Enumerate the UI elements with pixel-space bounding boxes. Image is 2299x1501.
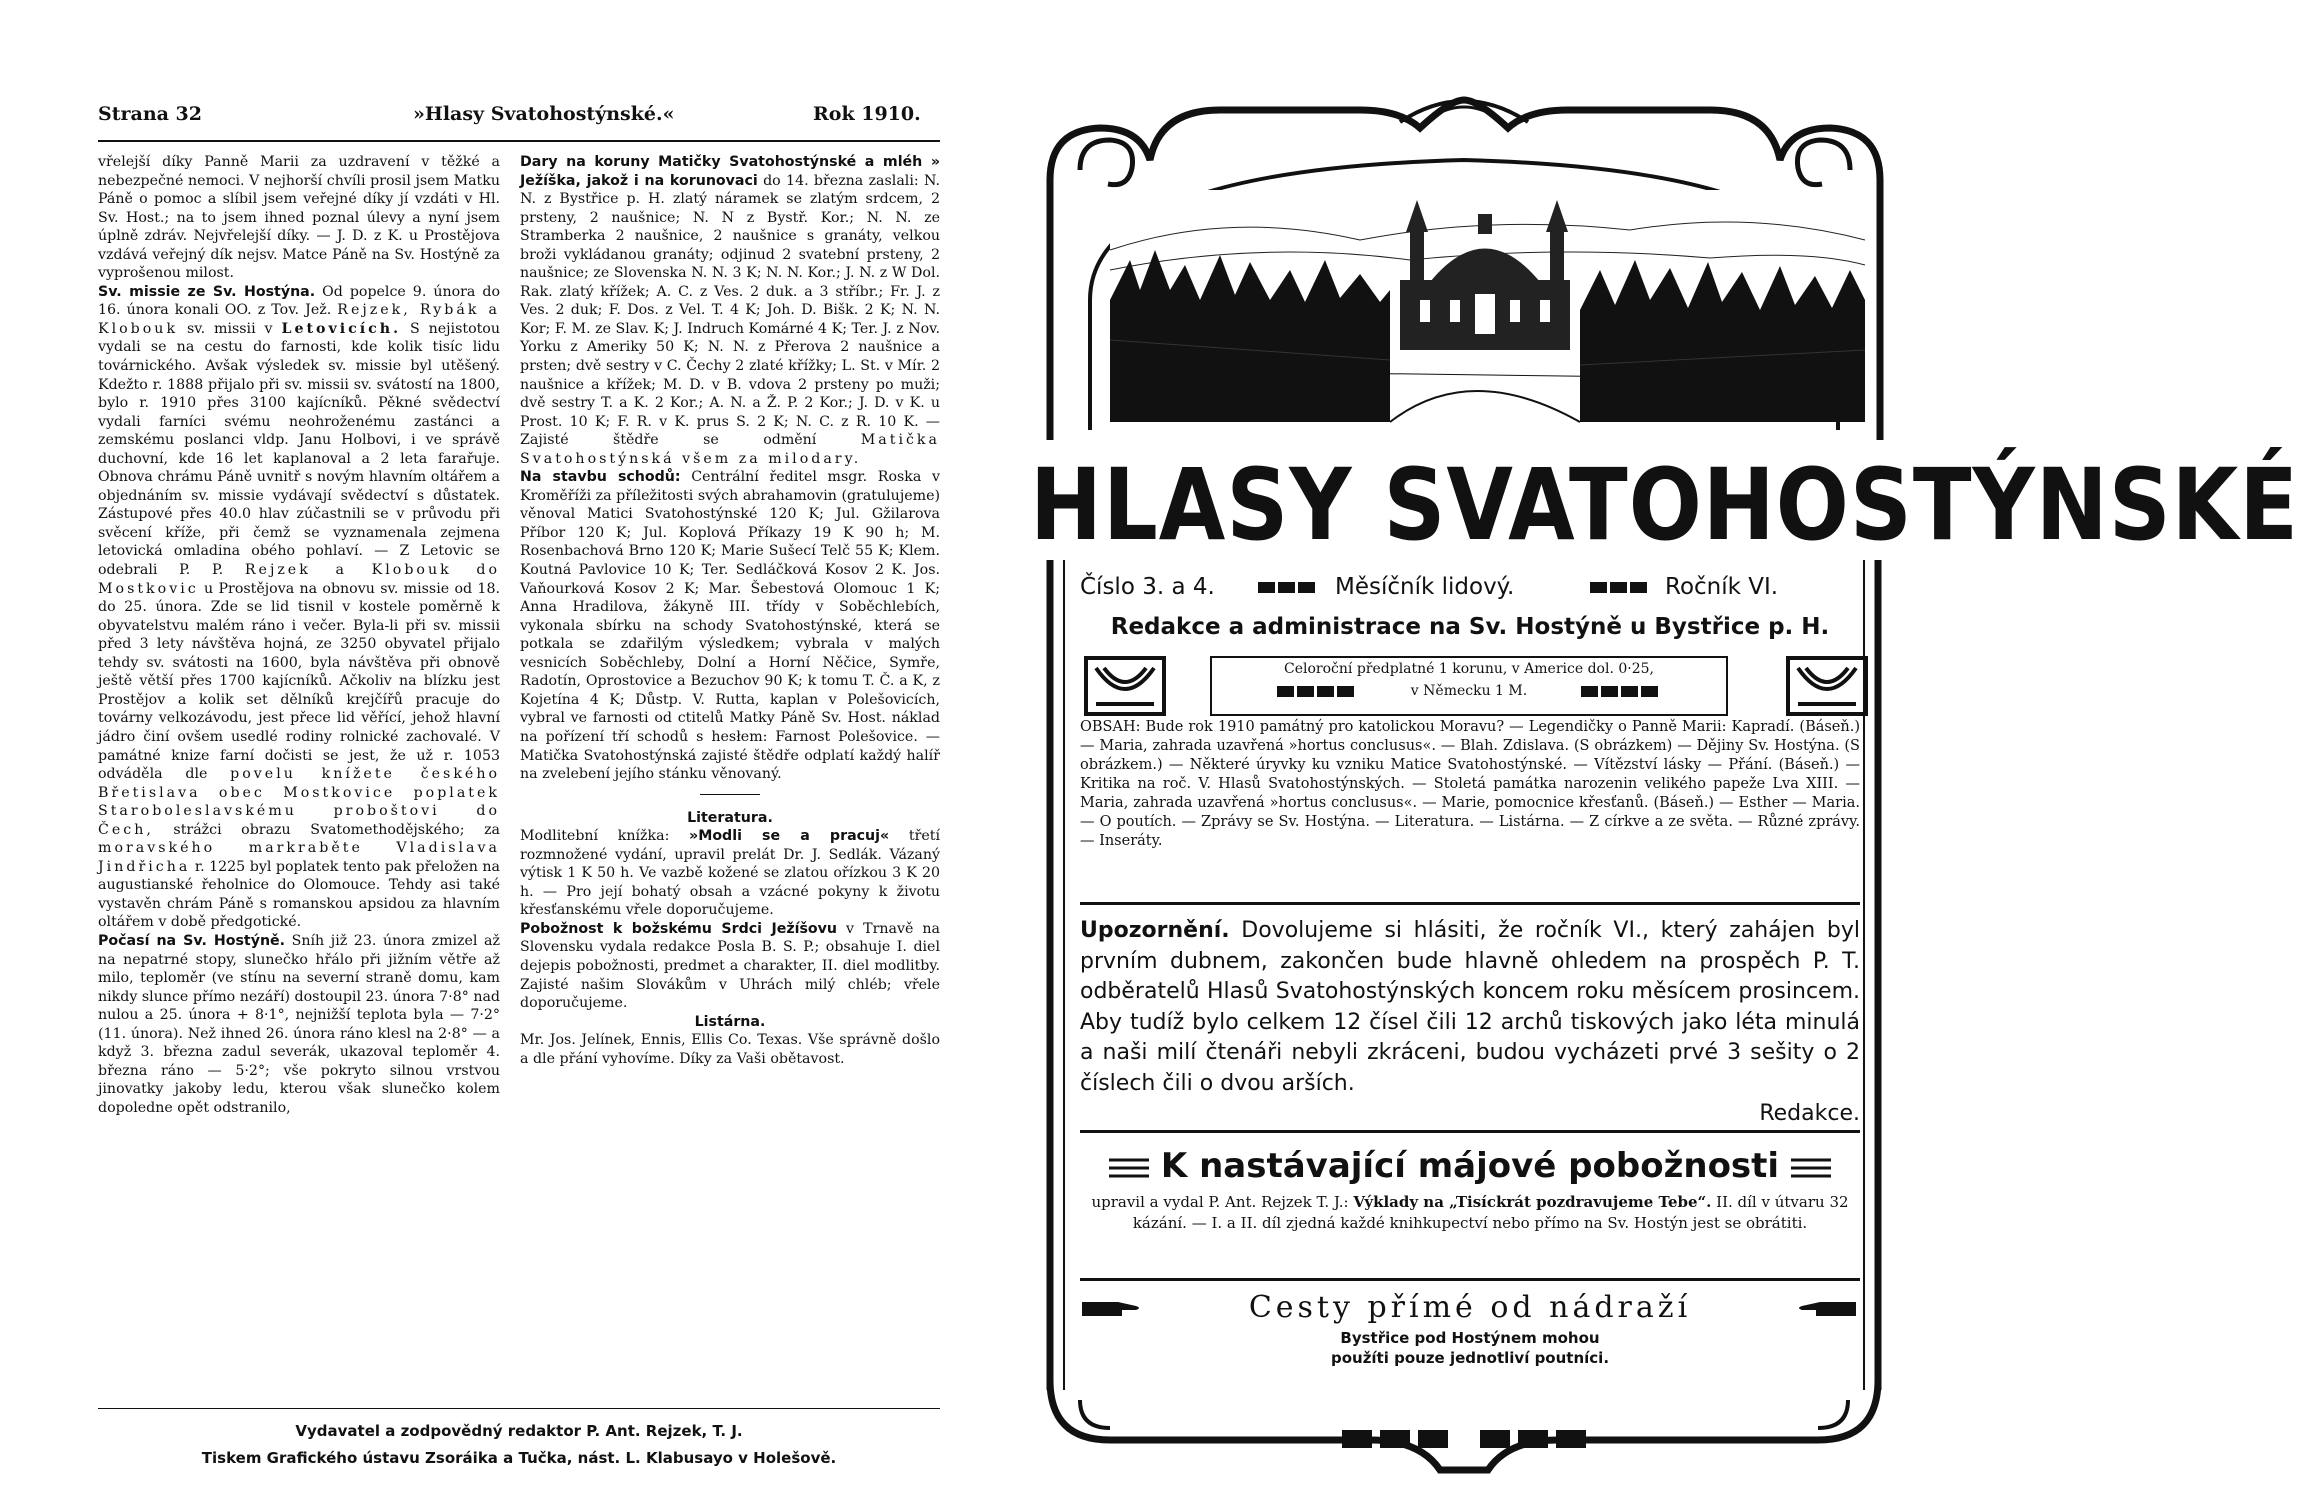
weather-heading: Počasí na Sv. Hostýně.: [98, 932, 286, 949]
subscription-line-2: [1212, 680, 1726, 702]
masthead-title: HLASY SVATOHOSTÝNSKÉ: [1030, 448, 2299, 563]
running-title: »Hlasy Svatohostýnské.«: [413, 103, 675, 125]
notice-signature: Redakce.: [1759, 1101, 1860, 1126]
gifts-closing: Matička Svatohostýnská všem za milodary.: [520, 432, 940, 467]
mission-text-e: S nejistotou vydali se na cestu do farnosti, kde kolik tisíc lidu továrnického. Avšak výsledek sv. missie byl utěšený. Kdežto r. 1888 přijalo při sv. missii sv. svátostí na 1800, bylo r. 1910 přes 3100 kajícníků. Pěkné svědectví vydali farníci svému neohroženému zastánci a zemskému poslanci vldp. Janu Holbovi, i ve správě duchovní, kde 16 let kaplanoval a 2 leta farařuje. Obnova chrámu Páně uvnitř s novým hlavním oltářem a objednáním sv. missie vydávají svědectví s důstatek. Zástupové přes 40.0 hlav zúčastnili se v průvodu při svěcení kříže, při čemž se vyznamenala zejmena letovická omladina obého pohlaví. — Z Letovic se odebrali P. P.: [98, 320, 500, 579]
printer-line: Tiskem Grafického ústavu Zsoráika a Tučka, nást. L. Klabusayo v Holešově.: [201, 1449, 837, 1467]
mission-heading: Sv. missie ze Sv. Hostýna.: [98, 283, 316, 300]
mission-place: Letovicích.: [281, 320, 402, 337]
may-text-c: II. díl v útvaru 32 kázání. — I. a II. díl zjedná každé knihkupectví nebo přímo na Sv. Hostýn jest se obrátiti.: [1132, 1193, 1849, 1232]
directions-line-2: použíti pouze jednotliví poutníci.: [1330, 1349, 1610, 1367]
mission-text-i: strážci obrazu Svatomethodějského; za: [153, 821, 500, 838]
may-book-title: Výklady na „Tisíckrát pozdravujeme Tebe“.: [1353, 1193, 1712, 1211]
stairs-text: Centrální ředitel msgr. Roska v Kroměříži za příležitosti svých abrahamovin (gratulujeme) věnoval Matici Svatohostýnské 120 K; Jul. Gžilarova Příbor 120 K; Jul. Koplová Příkazy 19 K 90 h; M. Rosenbachová Brno 120 K; Marie Sušecí Telč 55 K; Klem. Koutná Pavlovice 10 K; Ter. Sedláčková Kosov 2 K. Jos. Vaňourková Kosov 2 K; Mar. Šebestová Olomouc 1 K; Anna Hradilova, žákyně III. třídy v Soběchlebích, vykonala sbírku na schody Svatohostýnské, která se potkala se zdařilým výsledkem; vybrala v malých vesnicích Soběchleby, Dolní a Horní Něčice, Symře, Radotín, Oprostovice a Bezuchov 90 K; k tomu T. Č. a K, z Kojetína 4 K; Důstp. V. Rutta, kaplan v Polešovicích, vybral ve farnosti od ctitelů Matky Páně Sv. Host. náklad na pořízení tří schodů s hesłem: Farnost Polešovice. — Matička Svatohostýnská zajisté štědře odplatí každý halíř na zvelebení jejího stánku věnovaný.: [520, 469, 940, 783]
left-page: [0, 0, 940, 1501]
directions-title: Cesty přímé od nádraží: [1248, 1290, 1692, 1325]
gifts-heading: Dary na koruny Matičky Svatohostýnské a mléh » Ježíška, jakož i na korunovaci: [520, 154, 940, 189]
weather-paragraph: [98, 932, 500, 1117]
right-ornament-icon: [1786, 656, 1868, 716]
mission-margrave: moravského markraběte Vladislava Jindřicha: [98, 840, 500, 875]
letters-text: Mr. Jos. Jelínek, Ennis, Ellis Co. Texas. Vše správně došlo a dle přání vyhovíme. Díky za Vaši obětavost.: [520, 1032, 940, 1067]
mission-text-k: r. 1225 byl poplatek tento pak přeložen na augustianské řeholnice do Olomouce. Tehdy asi také vystavěn chrám Páně s romanskou apsidou za hlavním oltářem v době předgotické.: [98, 858, 500, 931]
running-year: Rok 1910.: [813, 103, 921, 125]
may-title-text: K nastávající májové pobožnosti: [1160, 1146, 1780, 1186]
triple-line-icon: [1791, 1157, 1831, 1179]
may-rule: [1080, 1130, 1860, 1133]
issue-number: Číslo 3. a 4.: [1080, 574, 1215, 600]
letters-heading: Listárna.: [694, 1013, 766, 1030]
publisher-line: Vydavatel a zodpovědný redaktor P. Ant. Rejzek, T. J.: [295, 1422, 743, 1440]
editorial-address: Redakce a administrace na Sv. Hostýně u Bystřice p. H.: [1110, 614, 1830, 640]
prayerbook-title: »Modli se a pracuj«: [689, 828, 890, 845]
directions-line-1: Bystřice pod Hostýnem mohou: [1340, 1329, 1600, 1347]
prayerbook-lead: Modlitební knížka:: [520, 828, 690, 845]
literature-heading: Literatura.: [687, 809, 773, 826]
notice-label: Upozornění.: [1080, 918, 1230, 943]
issue-type: Měsíčník lidový.: [1335, 574, 1515, 600]
table-of-contents: OBSAH: Bude rok 1910 památný pro katolickou Moravu? — Legendičky o Panně Marii: Kapradí. (Báseň.) — Maria, zahrada uzavřená »hortus conclusus«. — Blah. Zdislava. (S obrázkem) — Dějiny Sv. Hostýna. (S obrázkem.) — Některé úryvky ku vzniku Matice Svatohostýnské. — Vítězství lásky — Přání. (Báseň.) — Kritika na roč. V. Hlasů Svatohostýnských. — Stoletá památka narozenin velikého papeže Lva XIII. — Maria, zahrada uzavřená »hortus conclusus«. — Marie, pomocnice křesťanů. (Báseň.) — Esther — Maria. — O poutích. — Zprávy se Sv. Hostýna. — Literatura. — Listárna. — Z církve a ze světa. — Různé zprávy. — Inseráty.: [1080, 719, 1860, 849]
stairs-paragraph: [520, 468, 940, 783]
notice-rule: [1080, 902, 1860, 905]
mission-text-g: u Prostějova na obnovu sv. missie od 18. do 25. února. Zde se lid tisnil v kostele poměrně k obyvatelstvu malém ráno i večer. Byla-li při sv. missii před 3 lety návštěva hojná, ze 3250 obyvatel přijalo tehdy sv. svátosti na 1600, byla návštěva při obnově ještě větší přes 1700 kajícníků. Ačkoliv na blízku jest Prostějov a kolik set dělníků krejčířů pracuje do továrny velkozávodu, jest přece lid věřící, jehož hlavní jádro činí ovšem usedlé rodiny rolnické zachovalé. V památné knize farní dočisti se jest, že už r. 1053 odváděla dle: [98, 580, 500, 783]
gifts-paragraph: [520, 153, 940, 468]
running-head: [98, 103, 940, 133]
separator-blocks: [1590, 574, 1650, 600]
mission-text-c: sv. missii v: [178, 320, 282, 337]
imprint: [98, 1418, 940, 1472]
prayerbook-paragraph: [520, 827, 940, 920]
pointing-hand-icon: [1082, 1296, 1142, 1320]
mission-paragraph: [98, 283, 500, 932]
mission-text-a: Od popelce 9. února do 16. února konali OO. z Tov. Jež.: [98, 283, 500, 319]
may-devotion-text: [1080, 1192, 1860, 1234]
devotion-text: v Trnavě na Slovensku vydala redakce Posla B. S. P.; obsahuje I. diel dejepis pobožnosti, predmet a charakter, II. diel modlitby. Zajisté našim Slovákům v Uhrách milý chléb; vřele doporučujeme.: [520, 920, 940, 1012]
may-text-a: upravil a vydal P. Ant. Rejzek T. J.:: [1091, 1193, 1354, 1211]
thanks-paragraph: vřelejší díky Panně Marii za uzdravení v těžké a nebezpečné nemoci. V nejhorší chvíli prosil jsem Matku Páně o pomoc a slíbil jsem veřejné díky jí vzdáti v Hl. Sv. Host.; na to jsem ihned poznal úlevy a nyní jsem úplně zdráv. Nejvřelejší díky. — J. D. z K. u Prostějova vzdává veřejný dík nejsv. Matce Páně na Sv. Hostýně za vyprošenou milost.: [98, 154, 500, 282]
separator-blocks: [1258, 574, 1318, 600]
gifts-text: do 14. března zaslali: N. N. z Bystřice p. H. zlatý náramek se zlatým srdcem, 2 prsteny, 2 naušnice; N. N z Bystř. Kor.; N. N. ze Stramberka 2 naušnice, 2 naušnice s granáty, velkou broži vykládanou granáty; odjinud 2 svatební prsteny, 2 naušnice; ze Slovenska N. N. 3 K; N. N. Kor.; J. N. z W Dol. Rak. zlatý křížek; A. C. z Ves. 2 duk. a 3 stříbr.; Fr. J. z Ves. 2 duk; F. Dos. z Vel. T. 4 K; Joh. D. Bišk. 2 K; N. N. Kor; F. M. ze Slav. K; J. Indruch Komárné 4 K; Ter. J. z Nov. Yorku z Ameriky 50 K; N. N. z Přerova 2 naušnice a prsten; dvě sestry v C. Čechy 2 zlaté křížky; L. St. v Mír. 2 naušnice a křížek; M. D. v B. vdova 2 prsteny po muži; dvě sestry T. a K. 2 Kor.; A. N. a Ž. P. 2 Kor.; J. D. v K. u Prost. 10 K; F. R. v K. prus S. 2 K; N. C. z R. 10 K. — Zajisté štědře se odmění: [520, 172, 940, 449]
footer-rule: [98, 1408, 940, 1409]
weather-text: Sníh již 23. února zmizel až na nepatrné stopy, slunečko hřálo při jižním větře až milo, teploměr (ve stínu na severní straně domu, kam nikdy slunce přímo nezáří) dostoupil 23. února 7·8° nad nulou a 25. února + 8·1°, nejnižší teplota byla — 7·2° (11. února). Než ihned 26. února ráno klesl na 2·8° — a když 3. března zadul severák, ukazoval teploměr 4. března ráno — 5·2°; vše pokryto silnou vrstvou jinovatky jakoby ledu, kterou však slunečko kolem dopoledne opět odstranilo,: [98, 932, 500, 1116]
devotion-paragraph: [520, 920, 940, 1013]
directions-text: [1140, 1328, 1800, 1368]
mission-history: povelu knížete českého Břetislava obec Mostkovice poplatek Staroboleslavskému proboštovi do Čech,: [98, 766, 500, 838]
left-ornament-icon: [1084, 656, 1166, 716]
ways-rule: [1080, 1278, 1860, 1281]
right-column: [520, 153, 940, 1068]
pointing-hand-icon: [1796, 1296, 1856, 1320]
devotion-heading: Pobožnost k božskému Srdci Ježíšovu: [520, 920, 838, 937]
header-rule: [98, 140, 940, 142]
prayerbook-text: třetí rozmnožené vydání, upravil prelát Dr. J. Sedlák. Vázaný výtisk 1 K 50 h. Ve vazbě kožené se zlatou ořízkou 3 K 20 h. — Pro její bohatý obsah a vzácné pokyny k životu křesťanskému vřele doporučujeme.: [520, 828, 940, 919]
page-number: Strana 32: [98, 103, 202, 125]
cover-page: [1020, 0, 2299, 1501]
left-column: [98, 153, 500, 1117]
triple-line-icon: [1109, 1157, 1149, 1179]
notice: [1080, 916, 1860, 1130]
issue-volume: Ročník VI.: [1665, 574, 1779, 600]
notice-text: Dovolujeme si hlásiti, že ročník VI., který zahájen byl prvním dubnem, zakončen bude hlavně ohledem na prospěch P. T. odběratelů Hlasů Svatohostýnských koncem roku měsícem prosincem. Aby tudíž bylo celkem 12 čísel čili 12 archů tiskových jako léta minulá a naši milí čtenáři nebyli zkráceni, budou vycházeti prvé 3 sešity o 2 číslech čili o dvou arších.: [1080, 918, 1860, 1096]
may-devotion-title: [1080, 1144, 1860, 1188]
hostyn-basilica-illustration: [1110, 190, 1865, 422]
mission-names: Rejzek, Rybák a Klobouk: [98, 302, 500, 337]
subscription-box: [1210, 656, 1728, 716]
stairs-heading: Na stavbu schodů:: [520, 469, 681, 486]
section-rule: [700, 794, 760, 795]
subscription-line-1: Celoroční předplatné 1 korunu, v Americe dol. 0·25,: [1284, 661, 1654, 677]
mission-names-2: Rejzek a Klobouk do Mostkovic: [98, 562, 500, 597]
subscription-germany: v Německu 1 M.: [1410, 683, 1528, 699]
